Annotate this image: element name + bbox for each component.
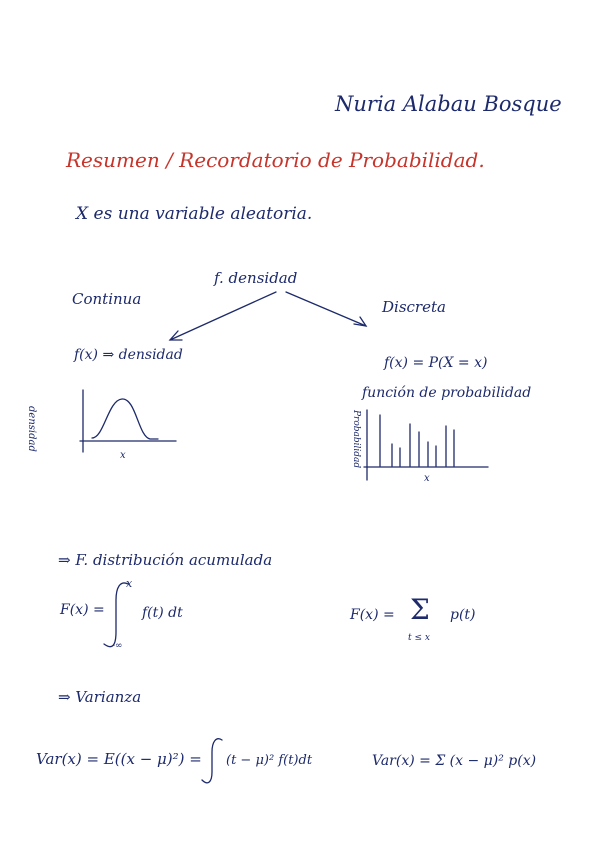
density-ylabel: densidad (26, 406, 37, 452)
arrow-to-discreta (286, 292, 366, 326)
continuous-formula: f(x) ⇒ densidad (74, 347, 183, 363)
cdf-sum-index: t ≤ x (408, 633, 430, 643)
discreta-label: Discreta (382, 298, 446, 316)
density-curve (92, 399, 158, 439)
density-heading: f. densidad (214, 269, 298, 287)
variance-heading: ⇒ Varianza (58, 688, 142, 706)
integral-sign-variance (202, 739, 222, 783)
cdf-sum-term: p(t) (450, 607, 476, 623)
variance-continuous-formula: Var(x) = E((x − μ)²) = (36, 750, 202, 768)
arrow-to-continua (170, 292, 276, 340)
discrete-subtitle: función de probabilidad (362, 385, 532, 401)
prob-xlabel: x (424, 473, 430, 484)
cdf-heading: ⇒ F. distribución acumulada (58, 551, 273, 569)
cdf-integral-lower: -∞ (112, 641, 123, 651)
cdf-discrete-lhs: F(x) = (350, 607, 395, 623)
cdf-integrand: f(t) dt (142, 605, 183, 621)
variance-continuous-integrand: (t − μ)² f(t)dt (226, 753, 313, 768)
prob-ylabel: Probabilidad (351, 410, 361, 469)
integral-sign-cdf (104, 583, 128, 647)
intro-text: X es una variable aleatoria. (76, 204, 313, 224)
sum-sign-cdf: Σ (410, 593, 430, 626)
page-title: Resumen / Recordatorio de Probabilidad. (66, 148, 485, 172)
cdf-integral-upper: x (126, 577, 133, 590)
cdf-continuous-lhs: F(x) = (60, 602, 105, 618)
prob-bars (380, 415, 454, 466)
continua-label: Continua (72, 290, 142, 308)
density-xlabel: x (120, 450, 126, 461)
variance-discrete-formula: Var(x) = Σ (x − μ)² p(x) (372, 753, 537, 769)
discrete-formula: f(x) = P(X = x) (384, 355, 488, 371)
author-name: Nuria Alabau Bosque (335, 92, 562, 116)
